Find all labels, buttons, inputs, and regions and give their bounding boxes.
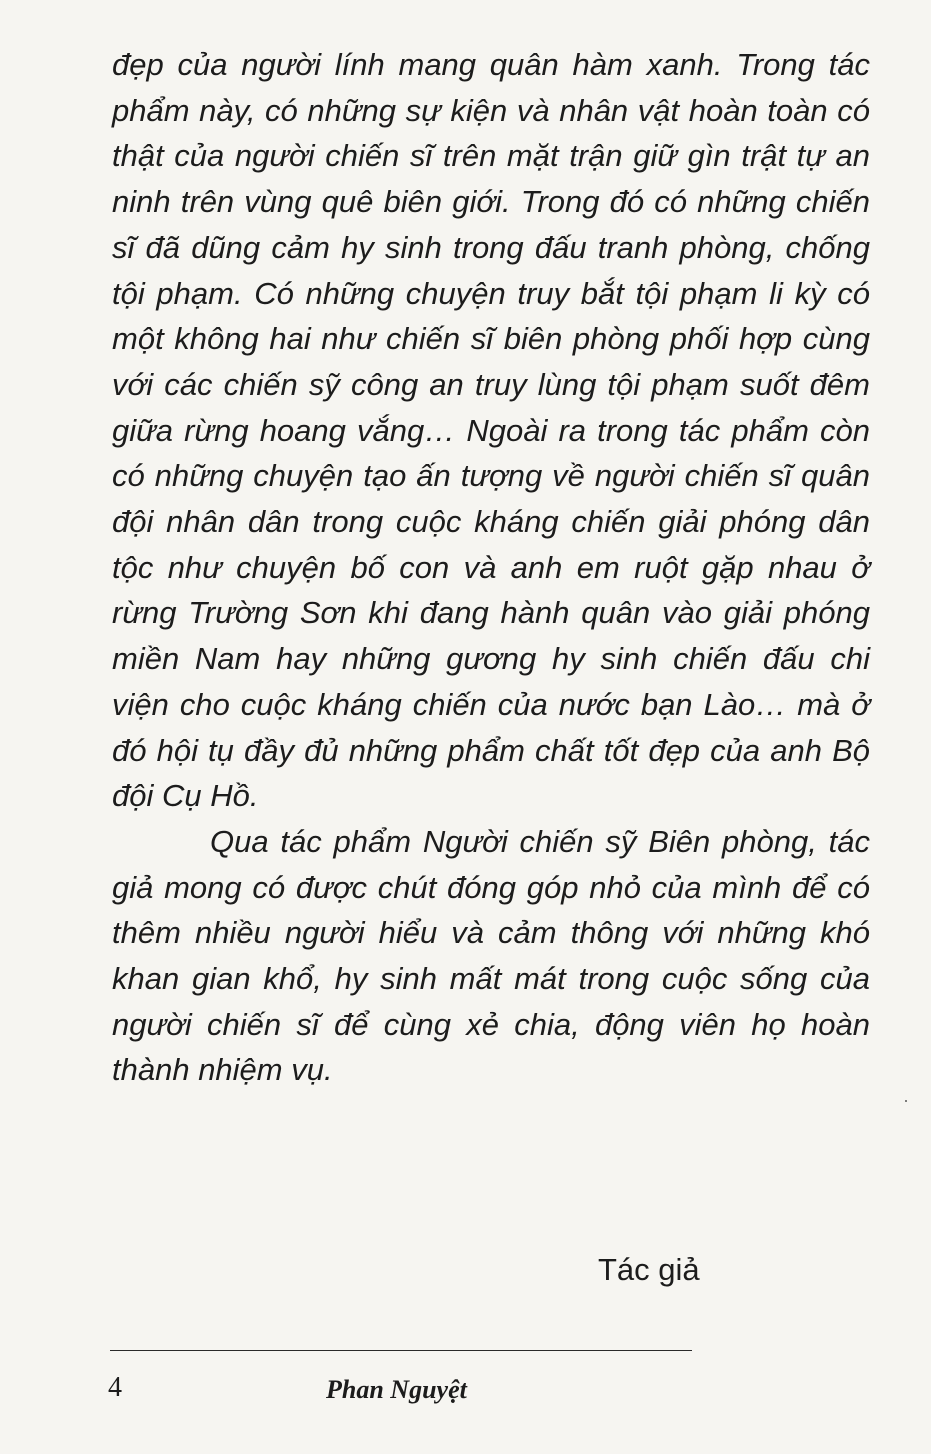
page-number: 4 [108,1372,122,1403]
paragraph-1: đẹp của người lính mang quân hàm xanh. Trong tác phẩm này, có những sự kiện và nhân vật hoàn toàn có thật của người chiến sĩ trên mặt trận giữ gìn trật tự an ninh trên vùng quê biên giới. Trong đó có những chiến sĩ đã dũng cảm hy sinh trong đấu tranh phòng, chống tội phạm. Có những chuyện truy bắt tội phạm li kỳ có một không hai như chiến sĩ biên phòng phối hợp cùng với các chiến sỹ công an truy lùng tội phạm suốt đêm giữa rừng hoang vắng… Ngoài ra trong tác phẩm còn có những chuyện tạo ấn tượng về người chiến sĩ quân đội nhân dân trong cuộc kháng chiến giải phóng dân tộc như chuyện bố con và anh em ruột gặp nhau ở rừng Trường Sơn khi đang hành quân vào giải phóng miền Nam hay những gương hy sinh chiến đấu chi viện cho cuộc kháng chiến của nước bạn Lào… mà ở đó hội tụ đầy đủ những phẩm chất tốt đẹp của anh Bộ đội Cụ Hồ. [112,47,870,814]
paper-speck [905,1100,907,1102]
paragraph-2: Qua tác phẩm Người chiến sỹ Biên phòng, tác giả mong có được chút đóng góp nhỏ của mình để có thêm nhiều người hiểu và cảm thông với những khó khan gian khổ, hy sinh mất mát trong cuộc sống của người chiến sĩ để cùng xẻ chia, động viên họ hoàn thành nhiệm vụ. [112,823,870,1088]
footer-divider [110,1350,692,1351]
running-footer-author: Phan Nguyệt [326,1375,467,1404]
signature: Tác giả [598,1252,700,1287]
body-text [112,42,870,1093]
